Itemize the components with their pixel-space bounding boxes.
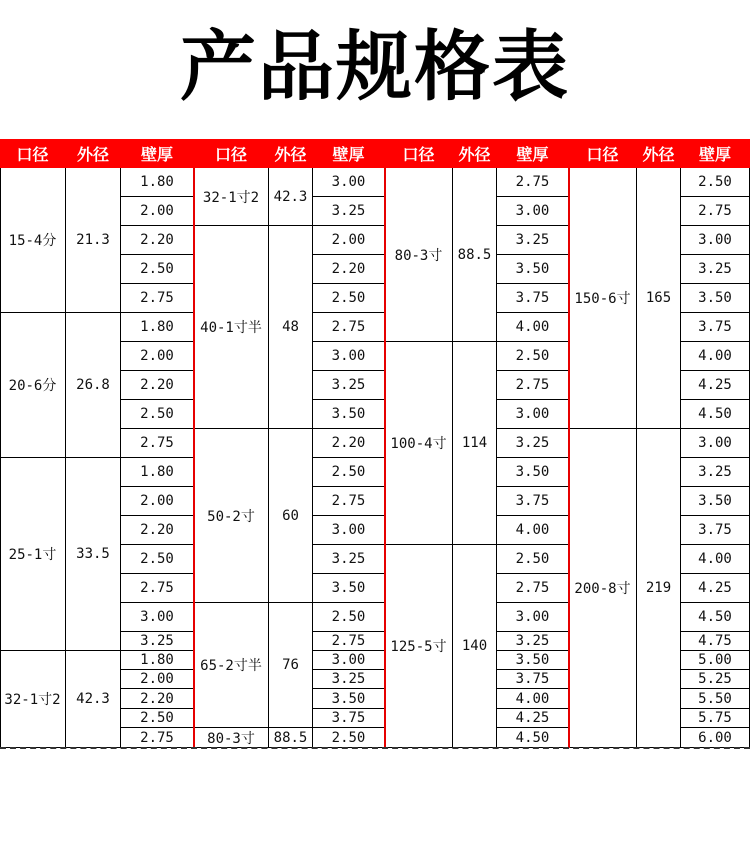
header-caliber: 口径 (0, 139, 66, 168)
wall-thickness-cell: 4.75 (681, 632, 750, 651)
caliber-cell: 200-8寸 (569, 429, 637, 748)
wall-thickness-cell: 2.75 (681, 197, 750, 226)
outer-diameter-cell: 114 (453, 342, 497, 545)
caliber-cell: 32-1寸2 (0, 651, 66, 748)
wall-thickness-cell: 3.50 (497, 458, 569, 487)
outer-diameter-cell: 219 (637, 429, 681, 748)
wall-thickness-cell: 2.20 (121, 516, 194, 545)
group-separator (568, 168, 570, 748)
wall-thickness-cell: 1.80 (121, 458, 194, 487)
caliber-cell: 80-3寸 (194, 728, 269, 748)
header-wall-thickness: 壁厚 (497, 139, 569, 168)
wall-thickness-cell: 3.75 (681, 313, 750, 342)
header-outer-diameter: 外径 (453, 139, 497, 168)
wall-thickness-cell: 2.00 (121, 197, 194, 226)
wall-thickness-cell: 2.50 (313, 728, 385, 748)
wall-thickness-cell: 2.20 (121, 689, 194, 709)
wall-thickness-cell: 3.50 (313, 574, 385, 603)
wall-thickness-cell: 2.50 (497, 342, 569, 371)
wall-thickness-cell: 4.50 (681, 603, 750, 632)
caliber-cell: 40-1寸半 (194, 226, 269, 429)
wall-thickness-cell: 1.80 (121, 651, 194, 670)
wall-thickness-cell: 2.00 (121, 342, 194, 371)
wall-thickness-cell: 3.25 (313, 371, 385, 400)
wall-thickness-cell: 4.25 (681, 574, 750, 603)
wall-thickness-cell: 3.00 (681, 226, 750, 255)
outer-diameter-cell: 42.3 (66, 651, 121, 748)
caliber-cell: 50-2寸 (194, 429, 269, 603)
wall-thickness-cell: 3.25 (681, 458, 750, 487)
header-wall-thickness: 壁厚 (121, 139, 194, 168)
wall-thickness-cell: 4.50 (681, 400, 750, 429)
wall-thickness-cell: 5.50 (681, 689, 750, 709)
wall-thickness-cell: 3.50 (497, 255, 569, 284)
group-separator (193, 168, 195, 748)
header-caliber: 口径 (385, 139, 453, 168)
wall-thickness-cell: 3.75 (681, 516, 750, 545)
wall-thickness-cell: 3.50 (313, 400, 385, 429)
wall-thickness-cell: 2.75 (121, 574, 194, 603)
dashed-bottom-line (0, 747, 750, 749)
caliber-cell: 15-4分 (0, 168, 66, 313)
header-caliber: 口径 (569, 139, 637, 168)
wall-thickness-cell: 3.25 (497, 226, 569, 255)
outer-diameter-cell: 165 (637, 168, 681, 429)
wall-thickness-cell: 2.20 (313, 255, 385, 284)
wall-thickness-cell: 2.75 (497, 371, 569, 400)
wall-thickness-cell: 2.50 (313, 458, 385, 487)
wall-thickness-cell: 2.20 (313, 429, 385, 458)
wall-thickness-cell: 4.50 (497, 728, 569, 748)
wall-thickness-cell: 2.75 (497, 574, 569, 603)
wall-thickness-cell: 3.75 (497, 284, 569, 313)
wall-thickness-cell: 2.50 (313, 603, 385, 632)
wall-thickness-cell: 2.50 (313, 284, 385, 313)
wall-thickness-cell: 2.75 (313, 487, 385, 516)
caliber-cell: 25-1寸 (0, 458, 66, 651)
wall-thickness-cell: 3.00 (121, 603, 194, 632)
caliber-cell: 150-6寸 (569, 168, 637, 429)
wall-thickness-cell: 1.80 (121, 168, 194, 197)
wall-thickness-cell: 5.25 (681, 670, 750, 689)
wall-thickness-cell: 3.25 (681, 255, 750, 284)
outer-diameter-cell: 140 (453, 545, 497, 748)
caliber-cell: 65-2寸半 (194, 603, 269, 728)
header-outer-diameter: 外径 (66, 139, 121, 168)
header-wall-thickness: 壁厚 (313, 139, 385, 168)
outer-diameter-cell: 60 (269, 429, 313, 603)
outer-diameter-cell: 48 (269, 226, 313, 429)
wall-thickness-cell: 3.00 (497, 197, 569, 226)
outer-diameter-cell: 33.5 (66, 458, 121, 651)
caliber-cell: 125-5寸 (385, 545, 453, 748)
wall-thickness-cell: 4.00 (497, 313, 569, 342)
wall-thickness-cell: 3.00 (681, 429, 750, 458)
wall-thickness-cell: 4.25 (681, 371, 750, 400)
wall-thickness-cell: 2.00 (121, 487, 194, 516)
outer-diameter-cell: 76 (269, 603, 313, 728)
caliber-cell: 100-4寸 (385, 342, 453, 545)
wall-thickness-cell: 2.50 (681, 168, 750, 197)
wall-thickness-cell: 2.00 (121, 670, 194, 689)
wall-thickness-cell: 3.25 (121, 632, 194, 651)
wall-thickness-cell: 3.00 (497, 603, 569, 632)
wall-thickness-cell: 5.00 (681, 651, 750, 670)
wall-thickness-cell: 3.25 (497, 429, 569, 458)
wall-thickness-cell: 3.50 (313, 689, 385, 709)
wall-thickness-cell: 6.00 (681, 728, 750, 748)
caliber-cell: 80-3寸 (385, 168, 453, 342)
wall-thickness-cell: 2.75 (121, 429, 194, 458)
wall-thickness-cell: 2.50 (121, 709, 194, 728)
wall-thickness-cell: 3.50 (681, 284, 750, 313)
wall-thickness-cell: 4.00 (681, 545, 750, 574)
table-left-border (0, 168, 1, 748)
wall-thickness-cell: 3.50 (681, 487, 750, 516)
wall-thickness-cell: 3.75 (313, 709, 385, 728)
wall-thickness-cell: 3.25 (313, 197, 385, 226)
wall-thickness-cell: 2.00 (313, 226, 385, 255)
wall-thickness-cell: 3.75 (497, 670, 569, 689)
wall-thickness-cell: 2.50 (121, 255, 194, 284)
wall-thickness-cell: 3.25 (313, 670, 385, 689)
wall-thickness-cell: 2.50 (497, 545, 569, 574)
group-separator (384, 168, 386, 748)
wall-thickness-cell: 2.75 (497, 168, 569, 197)
wall-thickness-cell: 4.00 (681, 342, 750, 371)
outer-diameter-cell: 88.5 (453, 168, 497, 342)
outer-diameter-cell: 42.3 (269, 168, 313, 226)
outer-diameter-cell: 26.8 (66, 313, 121, 458)
wall-thickness-cell: 4.00 (497, 689, 569, 709)
wall-thickness-cell: 3.25 (313, 545, 385, 574)
wall-thickness-cell: 2.20 (121, 371, 194, 400)
header-caliber: 口径 (194, 139, 269, 168)
outer-diameter-cell: 88.5 (269, 728, 313, 748)
wall-thickness-cell: 2.75 (121, 728, 194, 748)
wall-thickness-cell: 3.00 (497, 400, 569, 429)
outer-diameter-cell: 21.3 (66, 168, 121, 313)
wall-thickness-cell: 3.00 (313, 342, 385, 371)
wall-thickness-cell: 2.75 (313, 313, 385, 342)
wall-thickness-cell: 2.50 (121, 400, 194, 429)
header-wall-thickness: 壁厚 (681, 139, 750, 168)
wall-thickness-cell: 3.25 (497, 632, 569, 651)
wall-thickness-cell: 3.00 (313, 651, 385, 670)
wall-thickness-cell: 4.00 (497, 516, 569, 545)
wall-thickness-cell: 3.75 (497, 487, 569, 516)
wall-thickness-cell: 5.75 (681, 709, 750, 728)
wall-thickness-cell: 2.75 (313, 632, 385, 651)
wall-thickness-cell: 3.50 (497, 651, 569, 670)
wall-thickness-cell: 3.00 (313, 516, 385, 545)
header-outer-diameter: 外径 (637, 139, 681, 168)
wall-thickness-cell: 4.25 (497, 709, 569, 728)
page-title: 产品规格表 (180, 22, 570, 111)
wall-thickness-cell: 1.80 (121, 313, 194, 342)
caliber-cell: 20-6分 (0, 313, 66, 458)
wall-thickness-cell: 2.50 (121, 545, 194, 574)
wall-thickness-cell: 2.20 (121, 226, 194, 255)
wall-thickness-cell: 2.75 (121, 284, 194, 313)
header-outer-diameter: 外径 (269, 139, 313, 168)
caliber-cell: 32-1寸2 (194, 168, 269, 226)
wall-thickness-cell: 3.00 (313, 168, 385, 197)
